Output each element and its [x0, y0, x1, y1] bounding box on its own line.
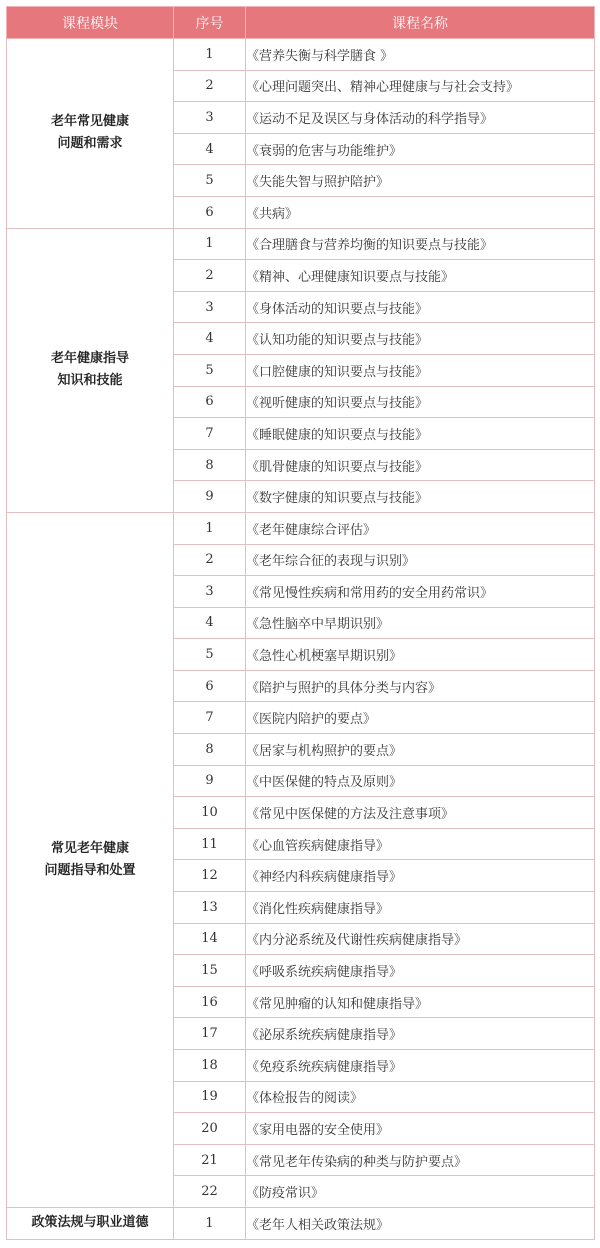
course-index: 21	[174, 1144, 246, 1176]
course-index: 1	[174, 1207, 246, 1239]
course-name: 《常见肿瘤的认知和健康指导》	[246, 986, 595, 1018]
module-label: 常见老年健康	[50, 840, 129, 856]
course-name: 《急性脑卒中早期识别》	[246, 607, 595, 639]
course-index: 3	[174, 576, 246, 608]
course-name: 《老年综合征的表现与识别》	[246, 544, 595, 576]
module-label: 老年常见健康	[50, 114, 129, 130]
course-index: 6	[174, 196, 246, 228]
course-name: 《视听健康的知识要点与技能》	[246, 386, 595, 418]
course-index: 7	[174, 418, 246, 450]
course-name: 《老年人相关政策法规》	[246, 1207, 595, 1239]
course-index: 2	[174, 260, 246, 292]
table-body	[7, 39, 595, 1240]
course-name: 《衰弱的危害与功能维护》	[246, 133, 595, 165]
table-row	[7, 1207, 595, 1239]
course-name: 《内分泌系统及代谢性疾病健康指导》	[246, 923, 595, 955]
course-name: 《防疫常识》	[246, 1176, 595, 1208]
course-index: 8	[174, 734, 246, 766]
course-name: 《精神、心理健康知识要点与技能》	[246, 260, 595, 292]
course-name: 《营养失衡与科学膳食 》	[246, 39, 595, 71]
course-index: 7	[174, 702, 246, 734]
course-index: 19	[174, 1081, 246, 1113]
course-index: 2	[174, 70, 246, 102]
course-index: 6	[174, 386, 246, 418]
course-name: 《共病》	[246, 196, 595, 228]
module-cell	[7, 512, 174, 1207]
course-index: 4	[174, 133, 246, 165]
course-index: 16	[174, 986, 246, 1018]
course-index: 2	[174, 544, 246, 576]
course-name: 《常见慢性疾病和常用药的安全用药常识》	[246, 576, 595, 608]
course-name: 《常见中医保健的方法及注意事项》	[246, 797, 595, 829]
course-name: 《免疫系统疾病健康指导》	[246, 1050, 595, 1082]
course-name: 《身体活动的知识要点与技能》	[246, 291, 595, 323]
course-index: 5	[174, 354, 246, 386]
course-index: 6	[174, 670, 246, 702]
module-label: 知识和技能	[57, 373, 123, 389]
course-index: 15	[174, 955, 246, 987]
course-index: 8	[174, 449, 246, 481]
course-name: 《心理问题突出、精神心理健康与与社会支持》	[246, 70, 595, 102]
course-name: 《运动不足及误区与身体活动的科学指导》	[246, 102, 595, 134]
course-table	[6, 6, 595, 1240]
module-label: 政策法规与职业道德	[31, 1215, 149, 1231]
course-index: 3	[174, 291, 246, 323]
course-index: 10	[174, 797, 246, 829]
course-index: 3	[174, 102, 246, 134]
course-name: 《睡眠健康的知识要点与技能》	[246, 418, 595, 450]
course-index: 14	[174, 923, 246, 955]
course-index: 20	[174, 1113, 246, 1145]
module-cell	[7, 1207, 174, 1239]
course-name: 《肌骨健康的知识要点与技能》	[246, 449, 595, 481]
course-index: 18	[174, 1050, 246, 1082]
course-name: 《陪护与照护的具体分类与内容》	[246, 670, 595, 702]
course-name: 《消化性疾病健康指导》	[246, 892, 595, 924]
table-row	[7, 512, 595, 544]
course-name: 《中医保健的特点及原则》	[246, 765, 595, 797]
course-name: 《老年健康综合评估》	[246, 512, 595, 544]
course-name: 《常见老年传染病的种类与防护要点》	[246, 1144, 595, 1176]
course-index: 1	[174, 512, 246, 544]
table-row	[7, 228, 595, 260]
course-index: 1	[174, 228, 246, 260]
course-index: 12	[174, 860, 246, 892]
header-name: 课程名称	[246, 7, 595, 39]
course-name: 《认知功能的知识要点与技能》	[246, 323, 595, 355]
module-cell	[7, 39, 174, 229]
header-index: 序号	[174, 7, 246, 39]
course-name: 《居家与机构照护的要点》	[246, 734, 595, 766]
course-index: 22	[174, 1176, 246, 1208]
course-name: 《体检报告的阅读》	[246, 1081, 595, 1113]
course-index: 13	[174, 892, 246, 924]
course-name: 《失能失智与照护陪护》	[246, 165, 595, 197]
course-name: 《呼吸系统疾病健康指导》	[246, 955, 595, 987]
course-index: 1	[174, 39, 246, 71]
course-index: 5	[174, 639, 246, 671]
course-name: 《家用电器的安全使用》	[246, 1113, 595, 1145]
course-index: 4	[174, 607, 246, 639]
course-index: 9	[174, 481, 246, 513]
course-name: 《数字健康的知识要点与技能》	[246, 481, 595, 513]
header-module: 课程模块	[7, 7, 174, 39]
course-index: 9	[174, 765, 246, 797]
module-label: 问题指导和处置	[44, 862, 136, 878]
table-header-row	[7, 7, 595, 39]
course-name: 《口腔健康的知识要点与技能》	[246, 354, 595, 386]
course-name: 《合理膳食与营养均衡的知识要点与技能》	[246, 228, 595, 260]
module-cell	[7, 228, 174, 512]
course-index: 4	[174, 323, 246, 355]
course-name: 《急性心机梗塞早期识别》	[246, 639, 595, 671]
course-index: 17	[174, 1018, 246, 1050]
table-row	[7, 39, 595, 71]
course-name: 《心血管疾病健康指导》	[246, 828, 595, 860]
course-name: 《神经内科疾病健康指导》	[246, 860, 595, 892]
course-name: 《泌尿系统疾病健康指导》	[246, 1018, 595, 1050]
course-index: 5	[174, 165, 246, 197]
course-index: 11	[174, 828, 246, 860]
module-label: 老年健康指导	[50, 351, 129, 367]
module-label: 问题和需求	[57, 136, 123, 152]
course-name: 《医院内陪护的要点》	[246, 702, 595, 734]
